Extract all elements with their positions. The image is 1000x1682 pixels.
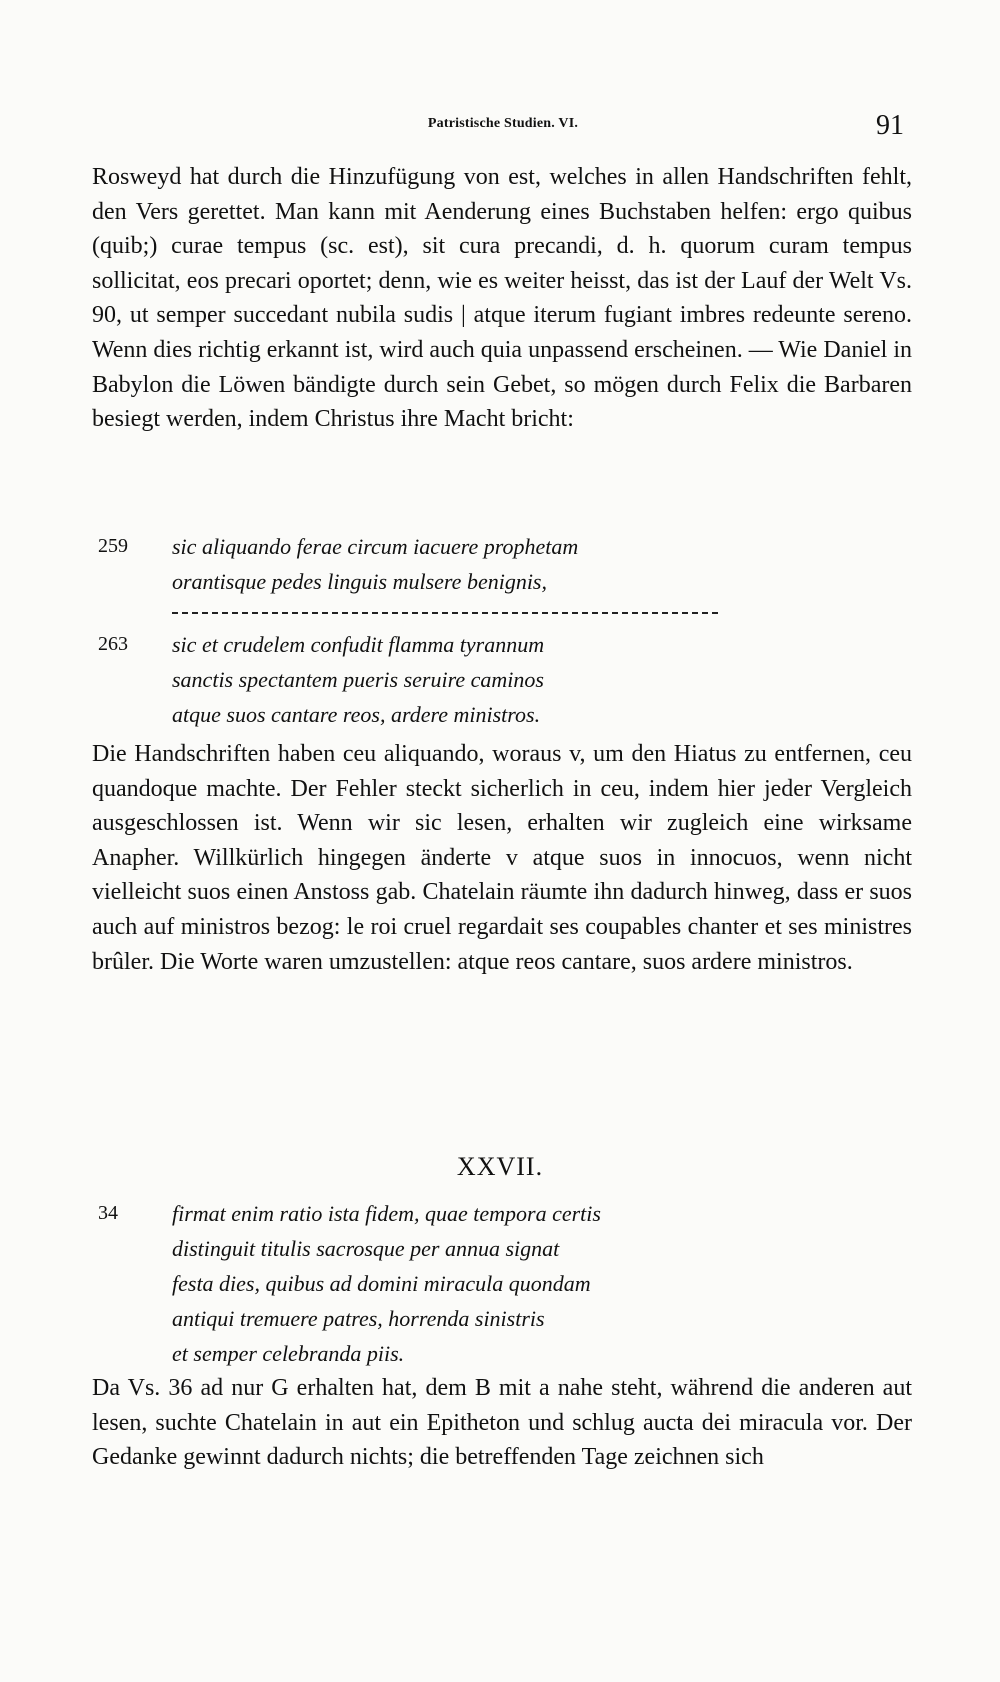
section-heading: XXVII. [456,1152,544,1181]
page-number: 91 [876,110,904,141]
verse-text: atque suos cantare reos, ardere ministros. [172,702,541,727]
page-header [90,112,916,146]
verse-line [98,1336,898,1371]
paragraph-handschriften: Die Handschriften haben ceu aliquando, woraus v, um den Hiatus zu entfernen, ceu quandoque machte. Der Fehler steckt sicherlich in ceu, indem hier jeder Vergleich ausgeschlossen ist. Wenn wir sic lesen, erhalten wir zugleich eine wirksame Anapher. Willkürlich hingegen änderte v atque suos in innocuos, wenn nicht vielleicht suos einen Anstoss gab. Chatelain räumte ihn dadurch hinweg, dass er suos auch auf ministros bezog: le roi cruel regardait ses coupables chanter et ses ministres brûler. Die Worte waren umzustellen: atque reos cantare, suos ardere ministros. [92,741,912,975]
verse-number: 34 [98,1202,118,1224]
verse-block-34 [98,1196,898,1371]
verse-text: sic et crudelem confudit flamma tyrannum [172,632,545,657]
verse-text: firmat enim ratio ista fidem, quae tempora certis [172,1201,601,1226]
verse-line [98,662,898,697]
verse-line [98,529,898,564]
verse-text: sic aliquando ferae circum iacuere prophetam [172,534,579,559]
verse-text: et semper celebranda piis. [172,1341,405,1366]
verse-line [98,1196,898,1231]
verse-text: antiqui tremuere patres, horrenda sinistris [172,1306,545,1331]
omission-dashes [172,612,718,614]
paragraph-rosweyd: Rosweyd hat durch die Hinzufügung von est, welches in allen Handschriften fehlt, den Vers gerettet. Man kann mit Aenderung eines Buchstaben helfen: ergo quibus (quib;) curae tempus (sc. est), sit cura precandi, d. h. quorum curam tempus sollicitat, eos precari oportet; denn, wie es weiter heisst, das ist der Lauf der Welt Vs. 90, ut semper succedant nubila sudis | atque iterum fugiant imbres redeunte sereno. Wenn dies richtig erkannt ist, wird auch quia unpassend erscheinen. — Wie Daniel in Babylon die Löwen bändigte durch sein Gebet, so mögen durch Felix die Barbaren besiegt werden, indem Christus ihre Macht bricht: [92,164,912,433]
verse-line [98,1231,898,1266]
verse-text: sanctis spectantem pueris seruire caminos [172,667,544,692]
verse-block-259 [98,529,898,599]
running-title: Patristische Studien. VI. [427,116,579,131]
verse-text: orantisque pedes linguis mulsere benignis, [172,569,547,594]
verse-number: 259 [98,535,128,557]
verse-block-263 [98,627,898,732]
paragraph-vs-36: Da Vs. 36 ad nur G erhalten hat, dem B mit a nahe steht, während die anderen aut lesen, suchte Chatelain in aut ein Epitheton und schlug aucta dei miracula vor. Der Gedanke gewinnt dadurch nichts; die betreffenden Tage zeichnen sich [92,1375,912,1471]
verse-text: festa dies, quibus ad domini miracula quondam [172,1271,591,1296]
verse-line [98,697,898,732]
verse-line [98,1301,898,1336]
verse-line [98,1266,898,1301]
verse-number: 263 [98,633,128,655]
verse-text: distinguit titulis sacrosque per annua signat [172,1236,560,1261]
verse-line [98,564,898,599]
verse-line [98,627,898,662]
